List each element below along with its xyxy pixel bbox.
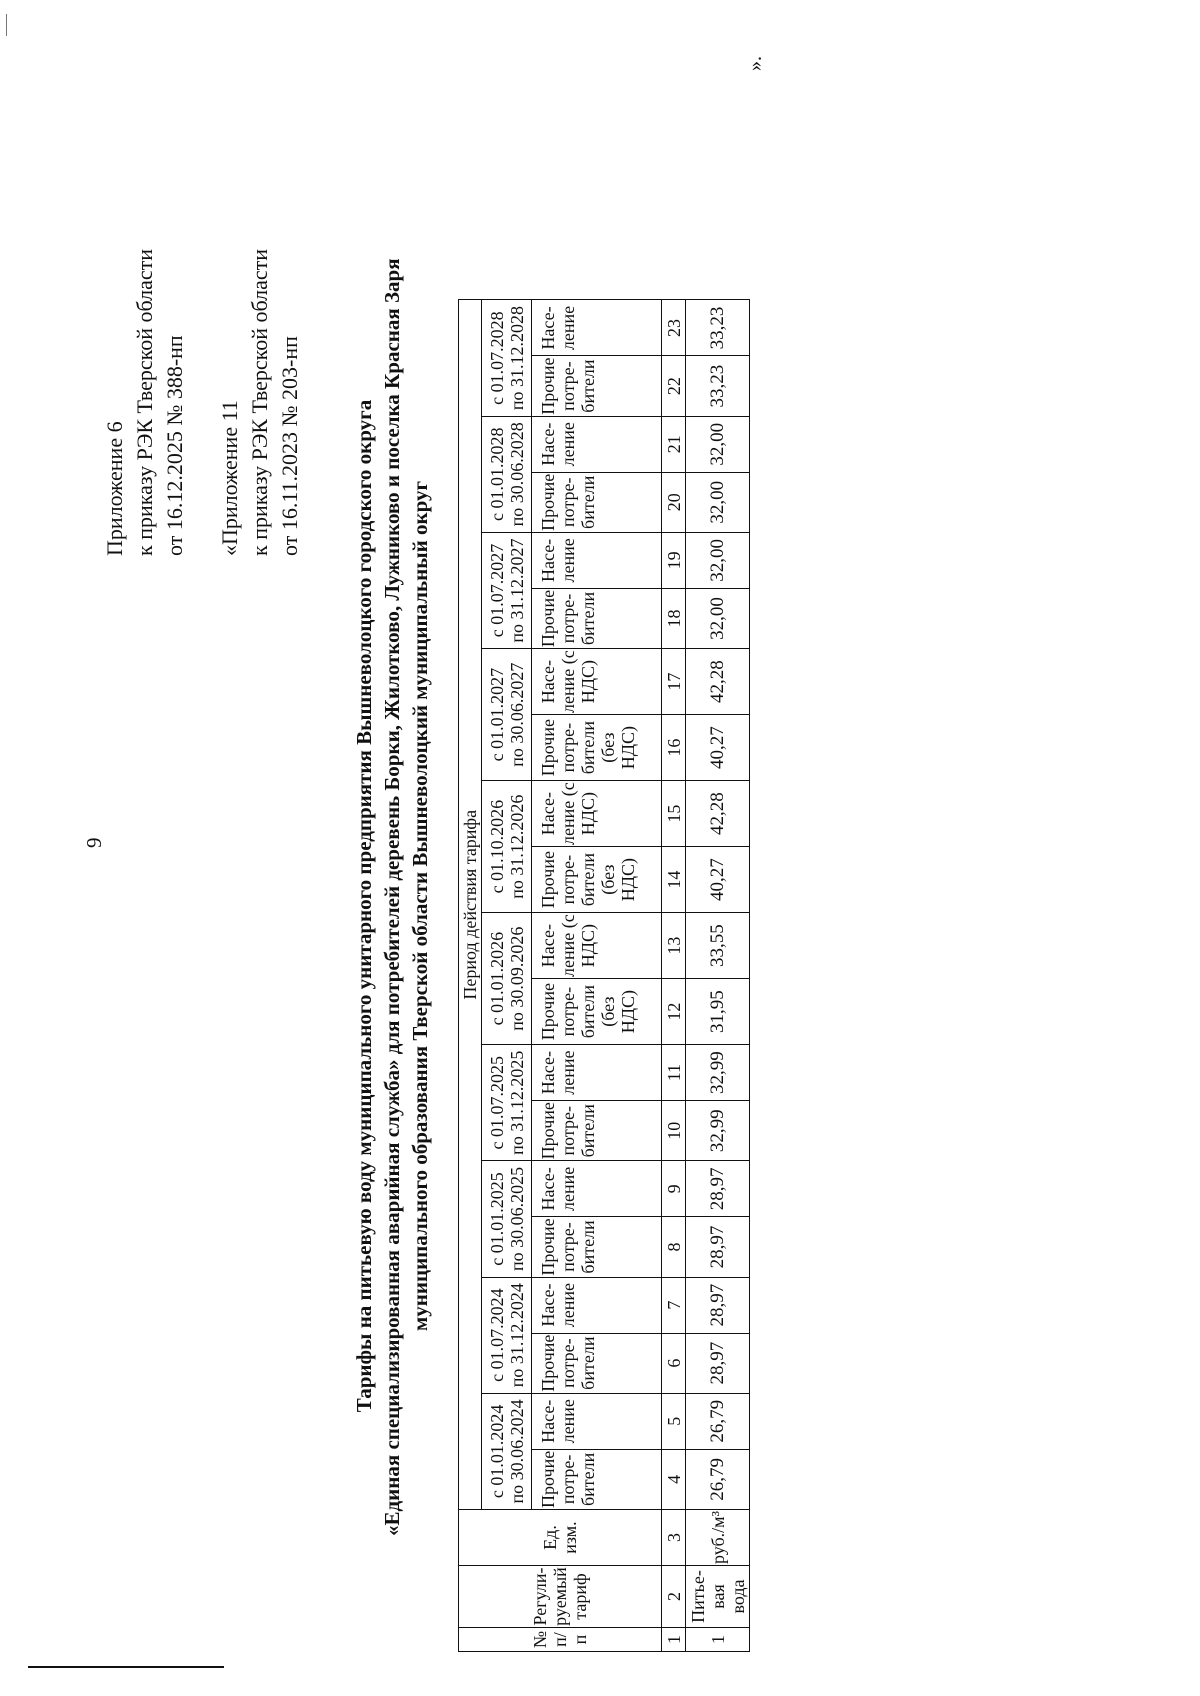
column-number: 14: [662, 847, 686, 913]
appendix-old-block: [215, 249, 305, 556]
tariff-value: 28,97: [686, 1161, 750, 1217]
period-to: по 30.06.2024: [506, 1399, 527, 1504]
period-header: [482, 1393, 532, 1509]
tariff-value: 26,79: [686, 1449, 750, 1509]
tariff-table: [458, 299, 750, 1652]
subheader-other-consumers: Прочие потре-бители: [532, 1101, 662, 1161]
column-number: 1: [662, 1628, 686, 1652]
period-from: с 01.07.2027: [486, 543, 507, 638]
tariff-value: 28,97: [686, 1217, 750, 1277]
period-to: по 31.12.2024: [506, 1283, 527, 1388]
page-number: 9: [82, 837, 106, 848]
tariff-value: 28,97: [686, 1277, 750, 1333]
row-unit: руб./м³: [686, 1510, 750, 1566]
subheader-other-consumers: Прочие потре-бители: [532, 472, 662, 532]
period-from: с 01.10.2026: [486, 799, 507, 894]
period-header: [482, 532, 532, 648]
column-number: 16: [662, 715, 686, 781]
tariff-value: 33,55: [686, 913, 750, 979]
period-from: с 01.01.2025: [486, 1172, 507, 1266]
title-line1: Тарифы на питьевую воду муниципального унитарного предприятия Вышневолоцкого городского округа: [352, 399, 376, 1413]
row-number: 1: [686, 1628, 750, 1652]
period-from: с 01.07.2025: [486, 1055, 507, 1150]
document-title: [350, 258, 434, 1536]
column-number: 18: [662, 588, 686, 648]
period-header: [482, 416, 532, 532]
period-to: по 30.09.2026: [506, 926, 527, 1031]
subheader-population: Насе-ление: [532, 300, 662, 356]
row-tariff-name: Питье-вая вода: [686, 1566, 750, 1628]
period-to: по 30.06.2025: [506, 1166, 527, 1272]
title-line3: муниципального образования Тверской области Вышневолоцкий муниципальный округ: [408, 480, 432, 1332]
scan-edge-mark: [6, 14, 7, 36]
period-to: по 31.12.2028: [506, 306, 527, 411]
column-number: 9: [662, 1161, 686, 1217]
appendix-new-line1: Приложение 6: [102, 421, 127, 556]
period-to: по 31.12.2026: [506, 794, 527, 899]
column-number: 17: [662, 649, 686, 715]
appendix-new-line3: от 16.12.2025 № 388-нп: [162, 335, 187, 556]
tariff-value: 26,79: [686, 1393, 750, 1449]
header-unit: Ед. изм.: [459, 1510, 662, 1566]
column-number: 12: [662, 979, 686, 1045]
appendix-old-line3: от 16.11.2023 № 203-нп: [277, 336, 302, 556]
tariff-value: 32,00: [686, 588, 750, 648]
period-header: [482, 781, 532, 913]
tariff-value: 42,28: [686, 649, 750, 715]
subheader-population: Насе-ление (с НДС): [532, 781, 662, 847]
subheader-other-consumers: Прочие потре-бители: [532, 588, 662, 648]
tariff-value: 28,97: [686, 1333, 750, 1393]
subheader-population: Насе-ление: [532, 532, 662, 588]
column-number: 21: [662, 416, 686, 472]
column-number: 4: [662, 1449, 686, 1509]
period-to: по 31.12.2027: [506, 538, 527, 643]
column-number: 23: [662, 300, 686, 356]
tariff-value: 33,23: [686, 300, 750, 356]
period-from: с 01.01.2024: [486, 1404, 507, 1499]
period-header: [482, 1045, 532, 1161]
subheader-population: Насе-ление (с НДС): [532, 913, 662, 979]
subheader-population: Насе-ление: [532, 1277, 662, 1333]
column-number: 13: [662, 913, 686, 979]
period-to: по 30.06.2028: [506, 422, 527, 527]
tariff-value: 40,27: [686, 847, 750, 913]
subheader-other-consumers: Прочие потре-бители (без НДС): [532, 715, 662, 781]
tariff-value: 42,28: [686, 781, 750, 847]
tariff-value: 32,99: [686, 1101, 750, 1161]
subheader-other-consumers: Прочие потре-бители: [532, 356, 662, 416]
column-number: 3: [662, 1510, 686, 1566]
column-number: 6: [662, 1333, 686, 1393]
appendix-old-line2: к приказу РЭК Тверской области: [247, 248, 272, 556]
subheader-other-consumers: Прочие потре-бители: [532, 1333, 662, 1393]
appendix-new-block: [100, 249, 190, 556]
column-number: 7: [662, 1277, 686, 1333]
period-from: с 01.01.2028: [486, 427, 507, 522]
subheader-population: Насе-ление: [532, 416, 662, 472]
column-number: 19: [662, 532, 686, 588]
subheader-population: Насе-ление: [532, 1045, 662, 1101]
period-from: с 01.01.2027: [486, 667, 507, 762]
appendix-new-line2: к приказу РЭК Тверской области: [132, 248, 157, 556]
tariff-value: 31,95: [686, 979, 750, 1045]
period-header: [482, 1161, 532, 1277]
column-number: 8: [662, 1217, 686, 1277]
tariff-value: 32,99: [686, 1045, 750, 1101]
column-number: 2: [662, 1566, 686, 1628]
period-header: [482, 300, 532, 416]
column-number: 22: [662, 356, 686, 416]
period-header: [482, 1277, 532, 1393]
period-from: с 01.07.2028: [486, 311, 507, 405]
subheader-other-consumers: Прочие потре-бители: [532, 1217, 662, 1277]
subheader-population: Насе-ление (с НДС): [532, 649, 662, 715]
period-to: по 31.12.2025: [506, 1050, 527, 1155]
tariff-value: 32,00: [686, 416, 750, 472]
title-line2: «Единая специализированная аварийная служба» для потребителей деревень Борки, Жилотково, Лужниково и поселка Красная Заря: [380, 258, 404, 1536]
column-number: 15: [662, 781, 686, 847]
period-header: [482, 913, 532, 1045]
closing-quote: ».: [744, 56, 766, 71]
header-tariff: Регули-руемый тариф: [459, 1566, 662, 1628]
header-number: № п/п: [459, 1628, 662, 1652]
subheader-other-consumers: Прочие потре-бители: [532, 1449, 662, 1509]
subheader-population: Насе-ление: [532, 1393, 662, 1449]
subheader-other-consumers: Прочие потре-бители (без НДС): [532, 847, 662, 913]
header-period: Период действия тарифа: [459, 300, 482, 1510]
period-to: по 30.06.2027: [506, 662, 527, 767]
tariff-value: 40,27: [686, 715, 750, 781]
column-number: 20: [662, 472, 686, 532]
footer-rule: [28, 1666, 224, 1668]
tariff-value: 32,00: [686, 472, 750, 532]
subheader-other-consumers: Прочие потре-бители (без НДС): [532, 979, 662, 1045]
appendix-old-line1: «Приложение 11: [217, 400, 242, 556]
period-header: [482, 649, 532, 781]
period-from: с 01.07.2024: [486, 1288, 507, 1382]
subheader-population: Насе-ление: [532, 1161, 662, 1217]
column-number: 5: [662, 1393, 686, 1449]
tariff-value: 32,00: [686, 532, 750, 588]
period-from: с 01.01.2026: [486, 931, 507, 1026]
column-number: 11: [662, 1045, 686, 1101]
column-number: 10: [662, 1101, 686, 1161]
tariff-value: 33,23: [686, 356, 750, 416]
